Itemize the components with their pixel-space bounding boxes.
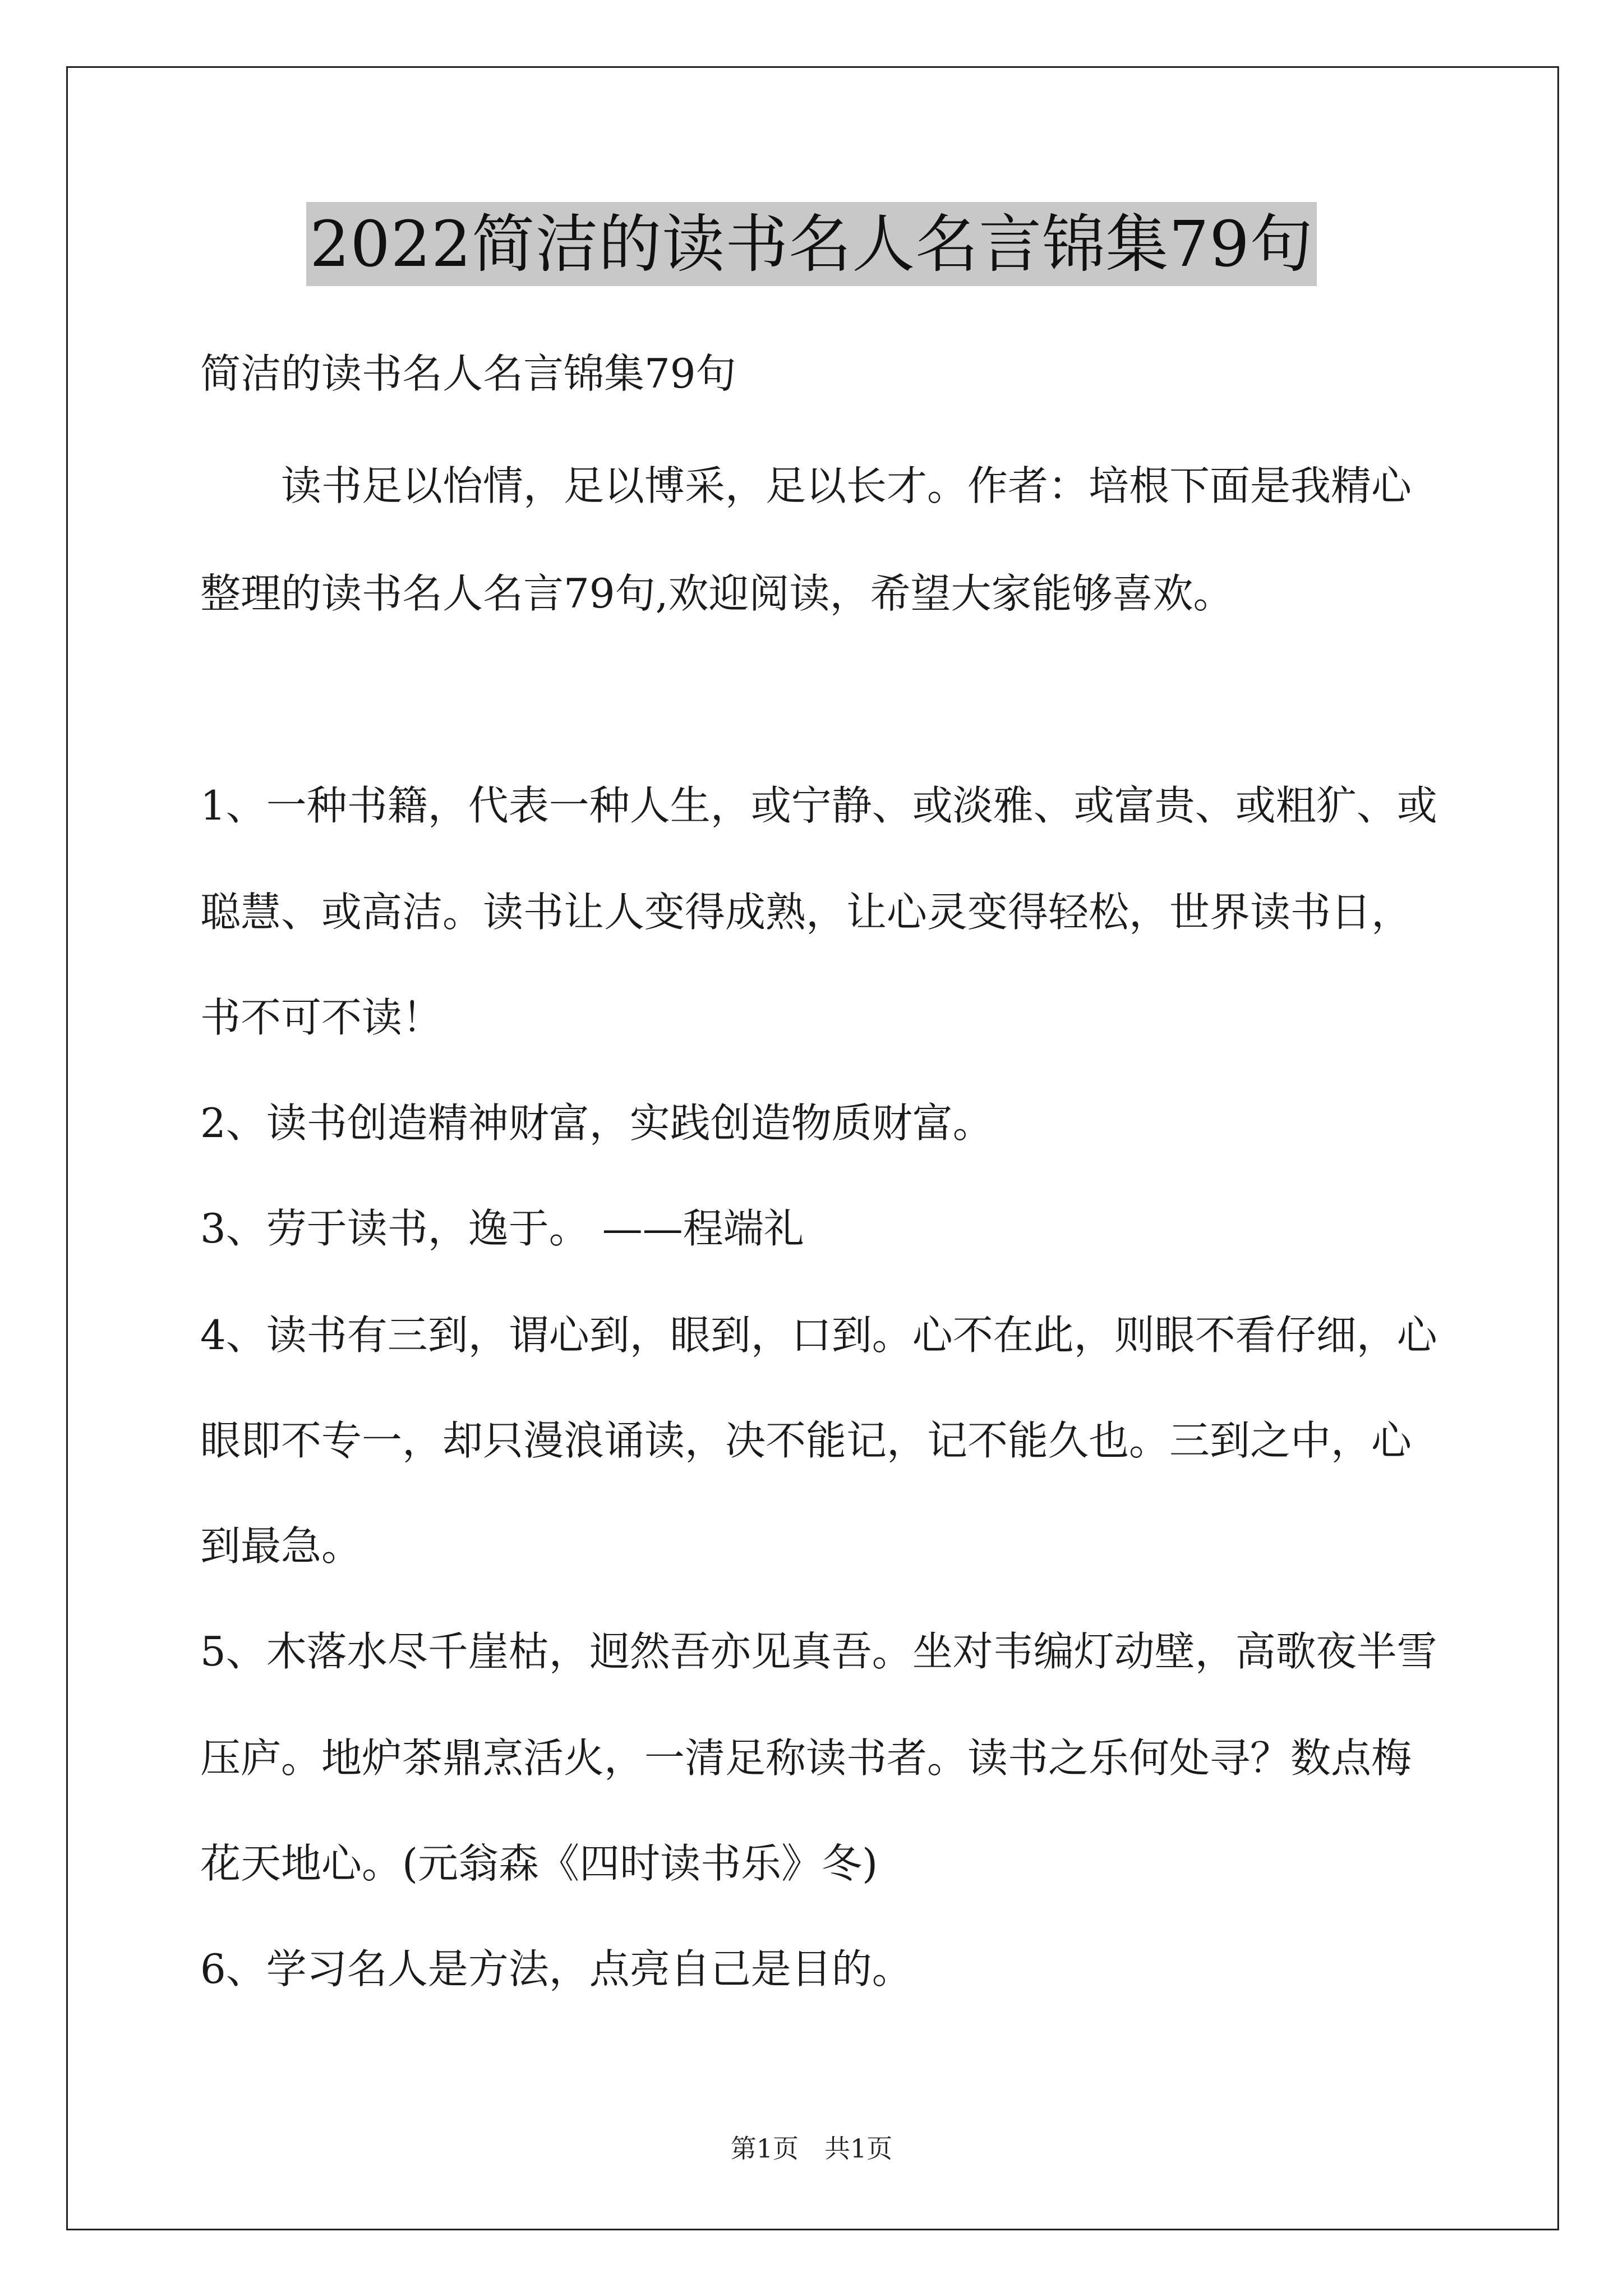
title-container: [0, 202, 1623, 286]
quote-1-line-3: 书不可不读！: [200, 994, 443, 1041]
quote-2-line: 2、读书创造精神财富，实践创造物质财富。: [200, 1099, 993, 1147]
quote-3-line: 3、劳于读书，逸于。 ——程端礼: [200, 1205, 804, 1252]
quote-5-line-1: 5、木落水尽千崖枯，迥然吾亦见真吾。坐对韦编灯动壁，高歌夜半雪: [200, 1628, 1437, 1675]
intro-line-2: 整理的读书名人名言79句,欢迎阅读，希望大家能够喜欢。: [200, 570, 1234, 617]
quote-1-line-1: 1、一种书籍，代表一种人生，或宁静、或淡雅、或富贵、或粗犷、或: [200, 782, 1437, 829]
page-footer: 第1页 共1页: [730, 2133, 893, 2164]
quote-1-line-2: 聪慧、或高洁。读书让人变得成熟，让心灵变得轻松，世界读书日，: [200, 889, 1412, 936]
quote-4-line-2: 眼即不专一，却只漫浪诵读，决不能记，记不能久也。三到之中，心: [200, 1417, 1412, 1464]
quote-4-line-3: 到最急。: [200, 1522, 362, 1570]
subtitle-line: 简洁的读书名人名言锦集79句: [200, 350, 736, 397]
document-title: 2022简洁的读书名人名言锦集79句: [306, 202, 1317, 286]
quote-5-line-2: 压庐。地炉茶鼎烹活火，一清足称读书者。读书之乐何处寻？数点梅: [200, 1734, 1412, 1782]
quote-5-line-3: 花天地心。(元翁森《四时读书乐》冬): [200, 1840, 878, 1887]
intro-line-1: 读书足以怡情，足以博采，足以长才。作者：培根下面是我精心: [200, 462, 1412, 509]
quote-4-line-1: 4、读书有三到，谓心到，眼到，口到。心不在此，则眼不看仔细，心: [200, 1312, 1437, 1359]
quote-6-line: 6、学习名人是方法，点亮自己是目的。: [200, 1945, 912, 1993]
